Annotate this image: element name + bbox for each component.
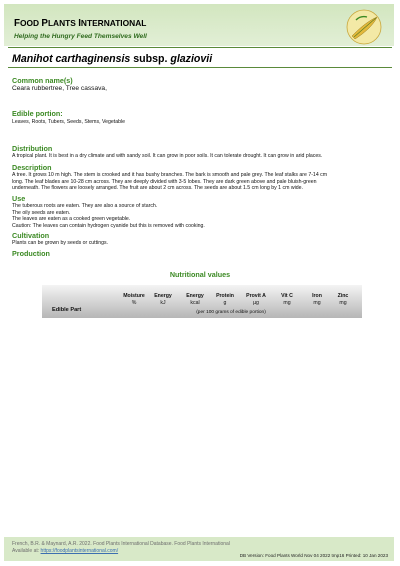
common-names-text: Ceara rubbertree, Tree cassava, [12,85,107,92]
edible-portion-heading: Edible portion: [12,109,63,118]
column-provit-a: Provit A µg [246,293,266,306]
column-zinc: Zinc mg [337,293,349,306]
production-heading: Production [12,249,50,258]
version-info: DB Version: Food Plants World Nov 04 2022 tmp16 Printed: 10 Jan 2023 [239,553,388,558]
per-100g-note: (per 100 grams of edible portion) [196,310,266,315]
food-plants-logo [344,8,384,46]
edible-portion-text: Leaves, Roots, Tubers, Seeds, Stems, Vegetable [12,119,126,125]
use-text: The tuberous roots are eaten. They are also a source of starch. The oily seeds are eaten. The leaves are eaten as a cooked green vegetable. Caution: The leaves can contain hydrogen cyanide but this is removed with cooking. [12,203,205,229]
database-link[interactable]: https://foodplantsinternational.com/ [40,548,119,554]
organization-title: FOOD PLANTS INTERNATIONAL [14,18,147,29]
distribution-text: A tropical plant. It is best in a dry climate and with sandy soil. It can grow in poor soils. It can tolerate drought. It can grow in arid places. [12,153,323,159]
column-protein: Protein g [216,293,234,306]
cultivation-heading: Cultivation [12,231,50,240]
page-header [4,4,394,46]
description-heading: Description [12,163,52,172]
description-text: A tree. It grows 10 m high. The stem is crooked and it has bushy branches. The bark is smooth and pale grey. The leaf stalks are 7-14 cm long. The leaf blades are 10-28 cm across. They are deeply divided with 3-5 lobes. They are dark green above and pale bluish-green underneath. The flowers are loosely arranged. The fruit are about 2 cm across. The seeds are about 1.5 cm long by 1 cm wide. [12,172,328,192]
distribution-heading: Distribution [12,144,53,153]
column-iron: Iron mg [312,293,322,306]
citation-text: French, B.R. & Maynard, A.R. 2022. Food Plants International Database. Food Plants International [12,541,230,547]
common-names-heading: Common name(s) [12,76,73,85]
edible-part-label: Edible Part [52,307,82,313]
column-energy-kj: Energy kJ [154,293,172,306]
nutritional-values-title: Nutritional values [169,270,231,279]
header-rule [8,47,392,48]
column-energy-kcal: Energy kcal [186,293,204,306]
availability-line: Available at: https://foodplantsinternational.com/ [12,548,119,554]
column-vit-c: Vit C mg [281,293,293,306]
species-name: Manihot carthaginensis subsp. glaziovii [12,53,213,65]
cultivation-text: Plants can be grown by seeds or cuttings. [12,240,109,246]
organization-tagline: Helping the Hungry Feed Themselves Well [14,33,147,40]
column-moisture: Moisture % [123,293,145,306]
title-rule [8,67,392,68]
use-heading: Use [12,194,26,203]
page-footer [4,537,394,561]
